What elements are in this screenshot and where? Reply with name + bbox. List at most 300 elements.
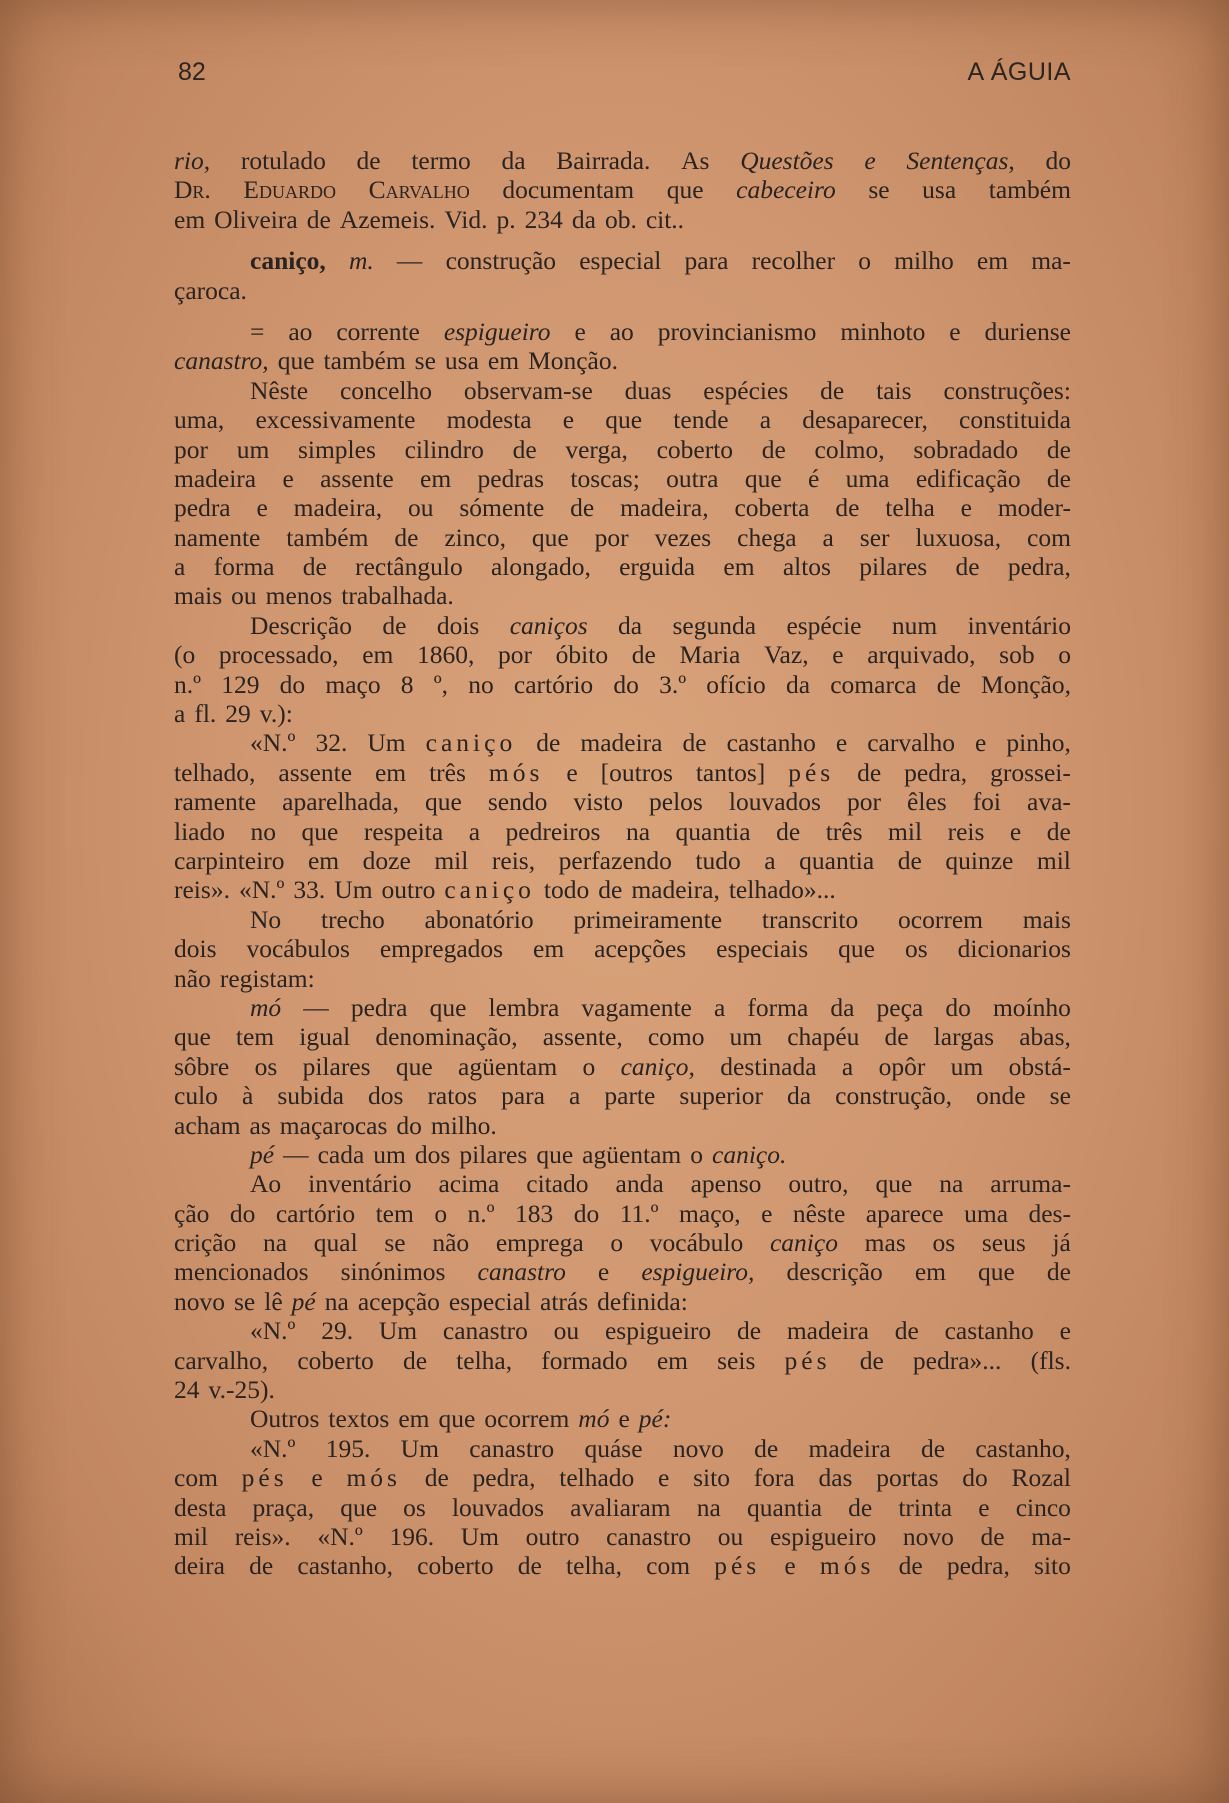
word: madeira,	[631, 875, 720, 905]
word: da	[785, 669, 811, 699]
word: forma	[747, 992, 809, 1022]
word: Outros	[250, 1404, 320, 1434]
word: documentam	[502, 175, 635, 205]
word: pedra,	[946, 1551, 1010, 1581]
word: ou	[231, 581, 257, 611]
word: de	[517, 1551, 542, 1581]
text-line	[174, 376, 1071, 405]
word: cinco	[1015, 1492, 1071, 1522]
word: o	[582, 1051, 596, 1081]
word: culo	[174, 1081, 218, 1111]
word: sito	[1034, 1551, 1071, 1581]
word: novo	[174, 1286, 225, 1316]
word: primeiramente	[573, 904, 723, 934]
word: especial	[448, 1286, 532, 1316]
word: e	[1009, 816, 1022, 846]
word: também	[988, 175, 1071, 205]
body-text	[174, 146, 1071, 1581]
word: 24	[174, 1375, 200, 1405]
word: p.	[496, 204, 516, 234]
word: pilares	[459, 1139, 528, 1169]
text-line	[174, 276, 1071, 305]
word: da	[501, 146, 526, 175]
word: (o	[174, 640, 196, 670]
word: observam-se	[463, 375, 593, 405]
word: pinho,	[1006, 728, 1071, 758]
word: termo	[411, 146, 471, 175]
word: espigueiro	[769, 1521, 877, 1551]
text-line	[174, 1257, 1071, 1286]
text-line	[174, 493, 1071, 522]
word: madeira	[174, 463, 257, 493]
text-line	[174, 1140, 1071, 1169]
word: «N.º	[317, 1521, 363, 1551]
word: avaliaram	[570, 1492, 671, 1522]
word: sito	[693, 1463, 730, 1493]
text-line	[174, 346, 1071, 375]
word: dos	[367, 1081, 404, 1111]
text-line	[174, 787, 1071, 816]
text-line	[174, 1081, 1071, 1110]
word: é	[807, 463, 820, 493]
word: verga,	[565, 434, 628, 464]
word: que	[666, 175, 704, 205]
word: 11.º	[619, 1198, 659, 1228]
word: por	[174, 434, 208, 464]
word: registam:	[219, 963, 315, 993]
word: pedra,	[472, 1463, 536, 1493]
text-line	[174, 640, 1071, 669]
text-line	[174, 934, 1071, 963]
word: da	[830, 992, 855, 1022]
text-line	[174, 964, 1071, 993]
word: moínho	[992, 992, 1071, 1022]
word: praça,	[252, 1492, 315, 1522]
word: 195.	[325, 1433, 371, 1463]
word: de	[761, 434, 786, 464]
word: recolher	[751, 246, 836, 276]
word: arquivado,	[867, 640, 976, 670]
word: pedra,	[904, 757, 968, 787]
word: construção,	[835, 1081, 952, 1111]
word: louvados	[451, 1492, 545, 1522]
word: rectângulo	[355, 552, 463, 582]
word: aparece	[865, 1198, 944, 1228]
word: Oliveira	[214, 204, 298, 234]
text-line	[174, 905, 1071, 934]
word: cartório	[275, 1198, 356, 1228]
word: aparelhada,	[282, 787, 399, 817]
word: e	[618, 1404, 630, 1434]
word: na	[696, 1492, 721, 1522]
word: a	[468, 816, 481, 846]
word: pedra»...	[912, 1345, 1002, 1375]
word: e	[562, 405, 575, 435]
text-line	[174, 993, 1071, 1022]
word: de	[898, 1551, 923, 1581]
word: 234	[524, 204, 563, 234]
word: outro,	[788, 1169, 849, 1199]
word: Um	[378, 1316, 418, 1346]
word: de	[631, 640, 656, 670]
word: do	[962, 1463, 988, 1493]
word: em	[174, 204, 206, 234]
word: de	[1046, 434, 1071, 464]
word: apenso	[690, 1169, 762, 1199]
word: e	[574, 316, 586, 346]
word: excessivamente	[255, 405, 416, 435]
word: superior	[679, 1081, 763, 1111]
word: atrás	[540, 1286, 589, 1316]
word: em	[914, 1257, 946, 1287]
word: que	[429, 992, 467, 1022]
word: de	[897, 845, 922, 875]
word: de	[402, 1345, 428, 1375]
word: na	[625, 816, 651, 846]
word: ou	[717, 1521, 744, 1551]
word: minhoto	[840, 316, 926, 346]
word: çaroca.	[174, 275, 247, 305]
word: que	[838, 934, 875, 964]
word: na	[262, 1228, 288, 1258]
word: ma-	[1031, 246, 1071, 276]
word: se	[868, 175, 890, 205]
word: tem	[235, 1022, 275, 1052]
word: assente,	[542, 1022, 623, 1052]
word: telhado,	[174, 757, 256, 787]
text-line	[174, 1199, 1071, 1228]
word: namente	[174, 522, 261, 552]
word: por	[594, 522, 629, 552]
text-line	[174, 699, 1071, 728]
word: do	[1045, 146, 1071, 175]
word: em	[976, 246, 1009, 276]
word: e	[256, 493, 268, 523]
page-number: 82	[178, 58, 206, 86]
word: assente	[320, 463, 394, 493]
word: da	[787, 1081, 812, 1111]
word: assente	[278, 757, 353, 787]
word: As	[681, 146, 710, 175]
word: cartório	[513, 669, 594, 699]
word: agüentam	[582, 1139, 682, 1169]
word: ava-	[1027, 787, 1071, 817]
word: que	[340, 1492, 378, 1522]
word: Azemeis.	[339, 204, 436, 234]
word: os	[904, 934, 928, 964]
word: cada	[317, 1139, 365, 1169]
word: doze	[362, 845, 411, 875]
word: empregados	[379, 934, 504, 964]
word: caniço,	[620, 1051, 695, 1081]
word: chapéu	[787, 1022, 860, 1052]
word: nêste	[792, 1198, 846, 1228]
word: pé	[250, 1139, 275, 1169]
word: qual	[313, 1228, 358, 1258]
word: foi	[972, 787, 1002, 817]
word: segunda	[672, 610, 757, 640]
word: abas,	[1019, 1022, 1071, 1052]
word: vocábulos	[246, 934, 350, 964]
word: êles	[907, 787, 947, 817]
word: caniço,	[250, 246, 326, 276]
word: maçarocas	[279, 1110, 388, 1140]
word: acham	[174, 1110, 241, 1140]
word: de	[682, 728, 707, 758]
word: sôbre	[174, 1051, 230, 1081]
word: especiais	[716, 934, 809, 964]
word: quantia	[799, 845, 875, 875]
word: seus	[981, 1228, 1026, 1258]
text-line	[174, 1316, 1071, 1345]
word: maço	[325, 669, 381, 699]
text-line	[174, 1434, 1071, 1463]
word: rio,	[174, 146, 211, 175]
word: onde	[976, 1081, 1026, 1111]
word: outro	[381, 875, 436, 905]
text-line	[174, 1404, 1071, 1433]
word: um	[236, 434, 270, 464]
word: louvados	[728, 787, 821, 817]
word: vocábulo	[649, 1228, 744, 1258]
word: «N.º	[250, 728, 296, 758]
word: liado	[174, 816, 225, 846]
word: v.):	[259, 699, 293, 729]
word: e	[566, 757, 578, 787]
word: a	[822, 522, 834, 552]
word: ou	[408, 493, 434, 523]
word: —	[396, 246, 423, 276]
word: arruma-	[990, 1169, 1071, 1199]
word: e	[282, 463, 294, 493]
word: Bairrada.	[556, 146, 651, 175]
word: de	[848, 1492, 873, 1522]
word: tende	[673, 405, 729, 435]
word: =	[250, 316, 265, 346]
word: peça	[876, 992, 924, 1022]
word: os	[254, 1051, 278, 1081]
word: desta	[174, 1492, 227, 1522]
word: emprega	[495, 1228, 584, 1258]
word: um	[950, 1051, 984, 1081]
word: pedreiros	[505, 816, 601, 846]
word: 129	[221, 669, 260, 699]
word: três	[429, 757, 466, 787]
word: mil	[888, 816, 923, 846]
word: chega	[737, 522, 797, 552]
word: descrição	[786, 1257, 883, 1287]
text-line	[174, 175, 1071, 204]
word: pé:	[638, 1404, 672, 1434]
word: Carvalho	[368, 175, 470, 205]
word: [outros	[600, 757, 673, 787]
word: madeira,	[293, 493, 383, 523]
word: trinta	[898, 1492, 953, 1522]
word: reis	[947, 816, 985, 846]
word: mil	[174, 1521, 209, 1551]
word: altos	[782, 552, 831, 582]
word: e	[975, 728, 987, 758]
word: de	[306, 204, 331, 234]
word: que	[978, 1257, 1015, 1287]
word: m.	[348, 246, 374, 276]
word: de	[356, 146, 381, 175]
word: —	[283, 1139, 309, 1169]
word: maço,	[679, 1198, 741, 1228]
word: coberta	[734, 493, 810, 523]
word: ma-	[1031, 1521, 1071, 1551]
word: e	[978, 1492, 990, 1522]
word: um	[373, 1139, 406, 1169]
word: madeira	[808, 1433, 891, 1463]
word: pedra	[174, 493, 231, 523]
word: canastro	[442, 1316, 528, 1346]
word: Vaz,	[763, 640, 809, 670]
word: ção	[174, 1198, 210, 1228]
word: ou	[553, 1316, 580, 1346]
word: que	[301, 816, 339, 846]
word: ser	[859, 522, 890, 552]
word: e	[832, 640, 844, 670]
word: sendo	[487, 787, 548, 817]
word: carvalho	[867, 728, 956, 758]
word: abonatório	[424, 904, 534, 934]
word: dois	[174, 934, 217, 964]
word: n.º	[174, 669, 202, 699]
word: as	[249, 1110, 271, 1140]
word: n.º	[467, 1198, 495, 1228]
word: da	[618, 610, 643, 640]
word: pedra	[350, 992, 408, 1022]
text-line	[174, 1228, 1071, 1257]
word: em	[374, 757, 407, 787]
word: tantos]	[695, 757, 766, 787]
word: castanho,	[297, 1551, 393, 1581]
word: de	[249, 1551, 274, 1581]
word: vagamente	[581, 992, 692, 1022]
word: que	[438, 1404, 476, 1434]
word: mais	[1022, 904, 1071, 934]
word: mó	[578, 1404, 610, 1434]
word: que	[277, 346, 315, 376]
word: de	[920, 1433, 946, 1463]
word: duriense	[984, 316, 1071, 346]
word: obstá-	[1008, 1051, 1071, 1081]
word: não	[432, 1228, 470, 1258]
word: toscas;	[570, 463, 640, 493]
word: em	[487, 346, 520, 376]
word: de	[894, 1316, 919, 1346]
word: quinze	[945, 845, 1014, 875]
text-line	[174, 1052, 1071, 1081]
word: de	[884, 1022, 909, 1052]
word: «N.º	[238, 875, 285, 905]
word: 29.	[321, 1316, 354, 1346]
word: concelho	[339, 375, 432, 405]
text-line	[174, 552, 1071, 581]
text-line	[174, 1463, 1071, 1492]
word: sómente	[459, 493, 545, 523]
word: mil	[434, 845, 469, 875]
word: os	[932, 1228, 956, 1258]
word: no	[468, 669, 494, 699]
word: de	[394, 522, 419, 552]
word: cilindro	[404, 434, 484, 464]
word: carpinteiro	[174, 845, 285, 875]
word: e	[949, 316, 961, 346]
word: mós	[346, 1463, 401, 1493]
word: caniço	[425, 728, 517, 758]
word: de	[424, 1463, 449, 1493]
word: que	[424, 787, 462, 817]
word: que	[395, 1051, 433, 1081]
word: e	[784, 1551, 796, 1581]
word: quáse	[584, 1433, 643, 1463]
text-line	[174, 317, 1071, 346]
word: de	[857, 757, 882, 787]
word: e	[864, 146, 876, 175]
word: Monção.	[528, 346, 618, 376]
word: e	[597, 1257, 610, 1287]
word: zinco,	[444, 522, 506, 552]
word: trabalhada.	[341, 581, 454, 611]
text-line	[174, 523, 1071, 552]
word: parte	[604, 1081, 656, 1111]
word: das	[818, 1463, 853, 1493]
word: ofício	[706, 669, 766, 699]
text-line	[174, 1169, 1071, 1198]
word: castanho	[944, 1316, 1034, 1346]
word: deira	[174, 1551, 225, 1581]
word: canastro	[606, 1521, 692, 1551]
word: de	[955, 552, 980, 582]
word: em	[398, 1404, 430, 1434]
word: um	[729, 1022, 763, 1052]
word: de	[754, 1433, 779, 1463]
word: ob.	[604, 204, 637, 234]
word: acepções	[594, 934, 687, 964]
word: sinónimos	[340, 1257, 446, 1287]
word: novo	[902, 1521, 954, 1551]
text-line	[174, 846, 1071, 875]
word: Um	[460, 1521, 499, 1551]
text-line	[174, 1346, 1071, 1375]
word: o	[690, 1139, 704, 1169]
word: a	[174, 552, 186, 582]
word: cabeceiro	[736, 175, 836, 205]
word: madeira	[786, 1316, 869, 1346]
word: de	[776, 816, 801, 846]
word: corrente	[336, 316, 420, 346]
word: carvalho,	[174, 1345, 269, 1375]
word: ao	[288, 316, 313, 346]
word: 183	[515, 1198, 554, 1228]
word: telhado	[559, 1463, 635, 1493]
word: v.-25).	[208, 1375, 275, 1405]
word: e	[658, 1463, 670, 1493]
word: constituida	[959, 405, 1071, 435]
text-line	[174, 1111, 1071, 1140]
word: do	[573, 1198, 600, 1228]
word: telha,	[456, 1345, 513, 1375]
word: opôr	[878, 1051, 926, 1081]
word: canastro,	[174, 346, 269, 376]
word: à	[241, 1081, 254, 1111]
word: provincianismo	[657, 316, 817, 346]
word: pé	[291, 1286, 316, 1316]
word: desaparecer,	[802, 405, 928, 435]
text-line	[174, 435, 1071, 464]
